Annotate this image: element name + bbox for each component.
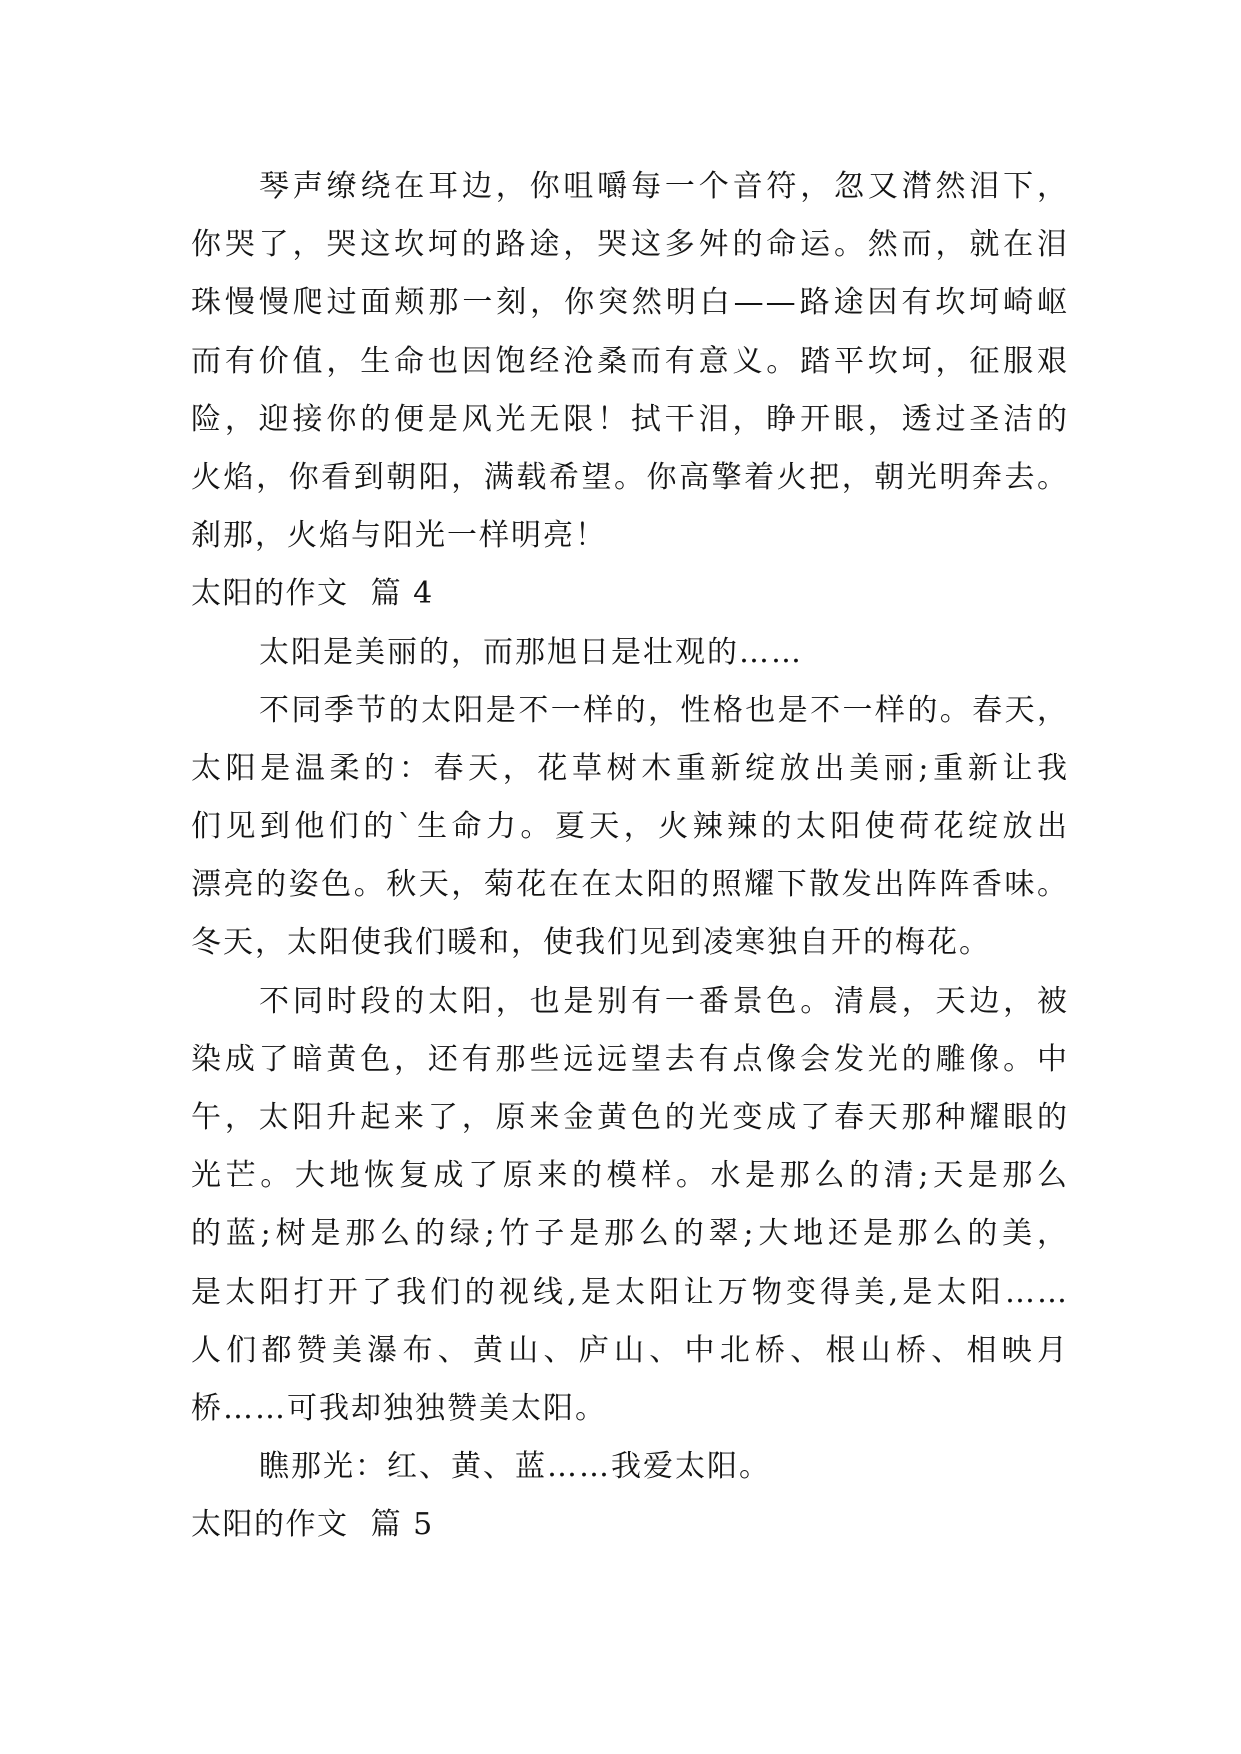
text-line: 而有价值，生命也因饱经沧桑而有意义。踏平坎坷，征服艰 [191, 343, 1069, 379]
text-line: 你哭了，哭这坎坷的路途，哭这多舛的命运。然而，就在泪 [191, 227, 1069, 263]
text-line: 的蓝;树是那么的绿;竹子是那么的翠;大地还是那么的美， [191, 1216, 1069, 1252]
essay-heading: 太阳的作文 篇 4 [191, 576, 434, 612]
paragraph [191, 973, 1069, 1439]
essay-heading: 太阳的作文 篇 5 [191, 1507, 434, 1543]
text-line: 染成了暗黄色，还有那些远远望去有点像会发光的雕像。中 [191, 1041, 1069, 1077]
document-body [191, 158, 1069, 1555]
text-line: 漂亮的姿色。秋天，菊花在在太阳的照耀下散发出阵阵香味。 [191, 867, 1069, 903]
text-line: 瞧那光：红、黄、蓝……我爱太阳。 [259, 1449, 771, 1485]
text-line: 琴声缭绕在耳边，你咀嚼每一个音符，忽又潸然泪下， [259, 169, 1069, 204]
text-line: 太阳是温柔的：春天，花草树木重新绽放出美丽;重新让我 [191, 750, 1069, 786]
paragraph [191, 158, 1069, 565]
text-line: 太阳是美丽的，而那旭日是壮观的…… [259, 634, 803, 670]
text-line: 是太阳打开了我们的视线,是太阳让万物变得美,是太阳…… [191, 1274, 1069, 1310]
paragraph [191, 624, 1069, 682]
text-line: 珠慢慢爬过面颊那一刻，你突然明白——路途因有坎坷崎岖 [191, 285, 1069, 321]
text-line: 刹那，火焰与阳光一样明亮！ [191, 518, 607, 554]
paragraph [191, 1438, 1069, 1496]
text-line: 桥……可我却独独赞美太阳。 [191, 1390, 607, 1426]
text-line: 险，迎接你的便是风光无限！拭干泪，睁开眼，透过圣洁的 [191, 401, 1069, 437]
text-line: 光芒。大地恢复成了原来的模样。水是那么的清;天是那么 [191, 1158, 1069, 1194]
text-line: 午，太阳升起来了，原来金黄色的光变成了春天那种耀眼的 [191, 1100, 1069, 1135]
text-line: 不同季节的太阳是不一样的，性格也是不一样的。春天， [259, 692, 1069, 728]
text-line: 不同时段的太阳，也是别有一番景色。清晨，天边，被 [259, 983, 1069, 1019]
text-line: 们见到他们的`生命力。夏天，火辣辣的太阳使荷花绽放出 [191, 809, 1069, 845]
text-line: 火焰，你看到朝阳，满载希望。你高擎着火把，朝光明奔去。 [191, 459, 1069, 495]
paragraph [191, 682, 1069, 973]
text-line: 冬天，太阳使我们暖和，使我们见到凌寒独自开的梅花。 [191, 925, 991, 961]
text-line: 人们都赞美瀑布、黄山、庐山、中北桥、根山桥、相映月 [191, 1332, 1069, 1368]
